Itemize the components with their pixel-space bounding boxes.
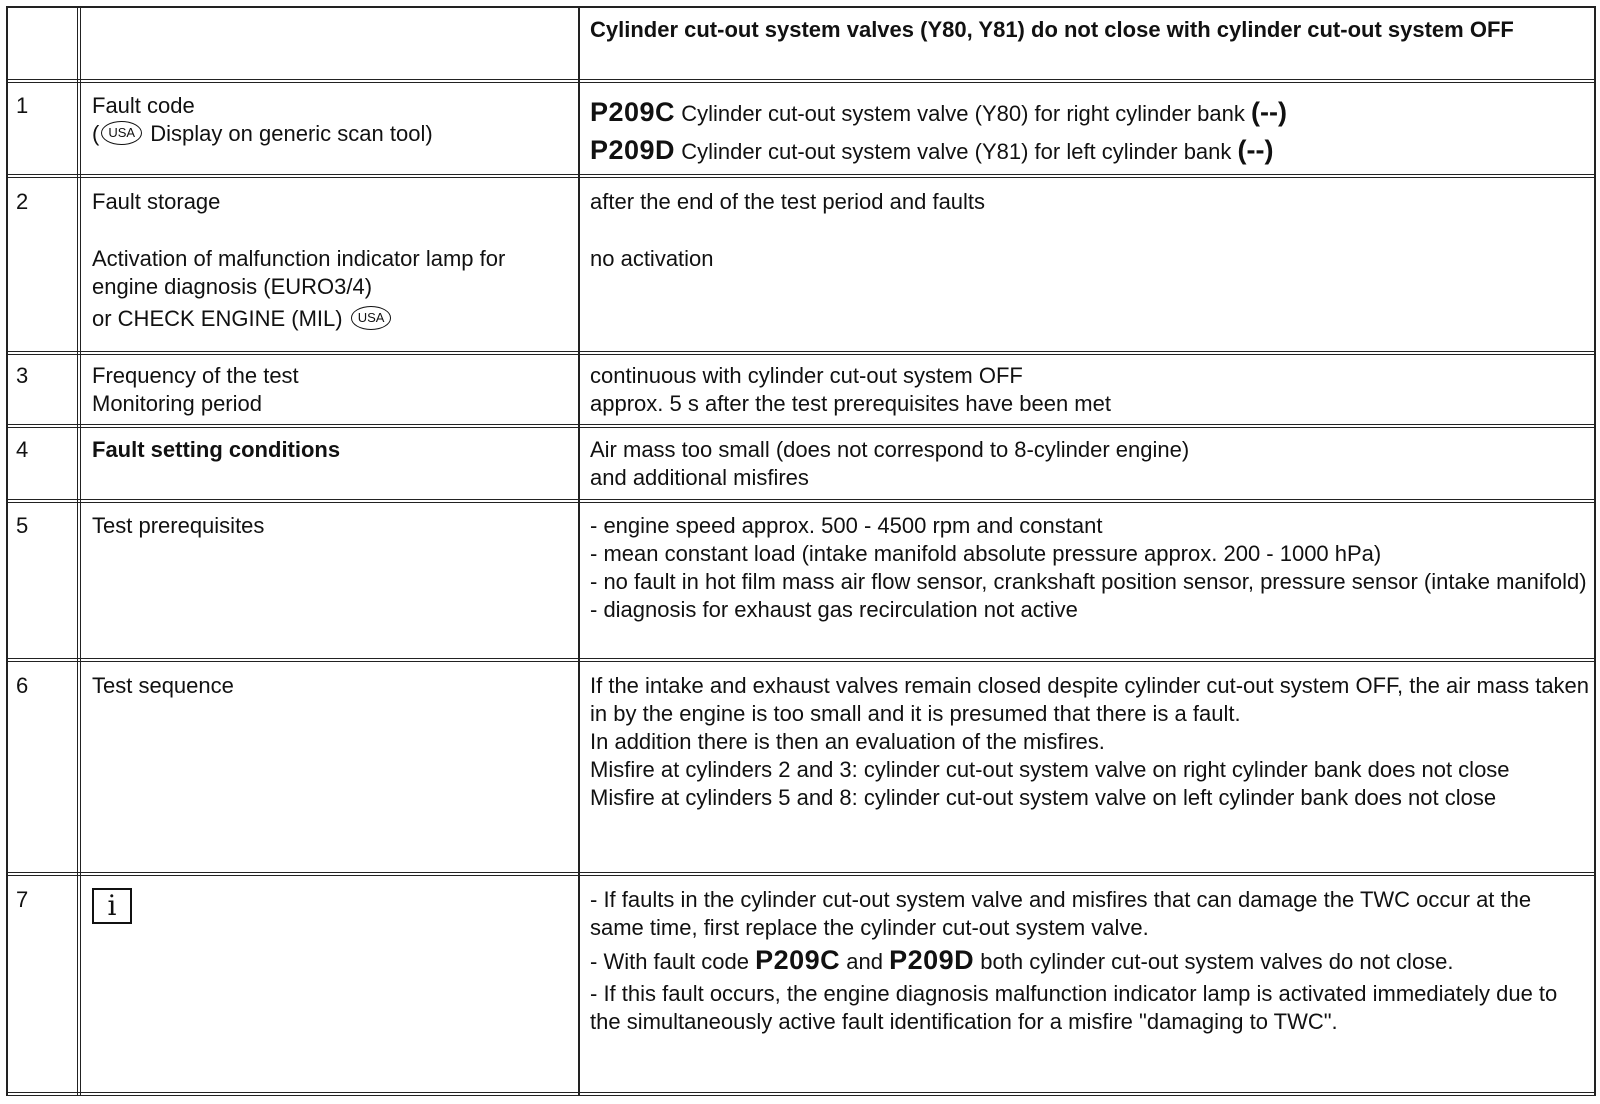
fault-setting-label: Fault setting conditions bbox=[92, 437, 341, 462]
row-divider bbox=[6, 174, 1596, 178]
row-number: 1 bbox=[16, 93, 29, 118]
fault-storage-label: Fault storage bbox=[92, 189, 221, 214]
notes-text bbox=[590, 886, 1590, 1036]
column-divider bbox=[77, 6, 81, 1096]
fault-code-label bbox=[92, 92, 572, 148]
fault-setting-value bbox=[590, 436, 1590, 492]
paragraph: Misfire at cylinders 2 and 3: cylinder cut-out system valve on right cylinder bank does not close bbox=[590, 757, 1510, 782]
paragraph: If the intake and exhaust valves remain closed despite cylinder cut-out system OFF, the air mass taken in by the engine is too small and it is presumed that there is a fault. bbox=[590, 673, 1590, 726]
paren-open: ( bbox=[92, 121, 100, 146]
row-number: 4 bbox=[16, 437, 29, 462]
test-prerequisites-list bbox=[590, 512, 1590, 624]
label-text: Frequency of the test bbox=[92, 363, 299, 388]
mil-activation-label: Activation of malfunction indicator lamp for engine diagnosis (EURO3/4) bbox=[92, 246, 506, 299]
fault-code-values bbox=[590, 94, 1590, 170]
test-prerequisites-label: Test prerequisites bbox=[92, 513, 265, 538]
column-divider bbox=[578, 6, 580, 1096]
table-border-right bbox=[1594, 6, 1596, 1096]
list-item: - diagnosis for exhaust gas recirculation not active bbox=[590, 597, 1078, 622]
paragraph: In addition there is then an evaluation of the misfires. bbox=[590, 729, 1105, 754]
table-title: Cylinder cut-out system valves (Y80, Y81) do not close with cylinder cut-out system OFF bbox=[590, 17, 1514, 42]
row-divider bbox=[6, 872, 1596, 876]
mil-activation-value: no activation bbox=[590, 246, 714, 271]
fault-code-suffix: (--) bbox=[1250, 97, 1287, 127]
label-line bbox=[92, 120, 572, 148]
row-number: 6 bbox=[16, 673, 29, 698]
row-divider bbox=[6, 658, 1596, 662]
test-frequency-value bbox=[590, 362, 1590, 418]
value-text: approx. 5 s after the test prerequisites have been met bbox=[590, 391, 1111, 416]
row-divider bbox=[6, 79, 1596, 83]
row-number: 7 bbox=[16, 887, 29, 912]
fault-code-suffix: (--) bbox=[1237, 135, 1274, 165]
fault-storage-value: after the end of the test period and faults bbox=[590, 189, 986, 214]
row-divider bbox=[6, 499, 1596, 503]
value-text: Air mass too small (does not correspond to 8-cylinder engine) bbox=[590, 437, 1190, 462]
label-text: Fault code bbox=[92, 93, 195, 118]
note-text: both cylinder cut-out system valves do not close. bbox=[980, 949, 1454, 974]
row-number: 5 bbox=[16, 513, 29, 538]
fault-code: P209D bbox=[590, 135, 676, 165]
label-text: Monitoring period bbox=[92, 391, 262, 416]
note: - If faults in the cylinder cut-out system valve and misfires that can damage the TWC occur at the same time, first replace the cylinder cut-out system valve. bbox=[590, 887, 1532, 940]
test-sequence-label: Test sequence bbox=[92, 673, 234, 698]
note bbox=[590, 942, 1590, 980]
value-text: continuous with cylinder cut-out system OFF bbox=[590, 363, 1023, 388]
label-text: Display on generic scan tool) bbox=[150, 121, 433, 146]
fault-code: P209C bbox=[755, 945, 841, 975]
fault-code: P209C bbox=[590, 97, 676, 127]
note-text: and bbox=[846, 949, 883, 974]
fault-code-description: Cylinder cut-out system valve (Y81) for left cylinder bank bbox=[681, 139, 1232, 164]
list-item: - mean constant load (intake manifold absolute pressure approx. 200 - 1000 hPa) bbox=[590, 541, 1382, 566]
check-engine-label bbox=[92, 305, 572, 333]
paragraph: Misfire at cylinders 5 and 8: cylinder cut-out system valve on left cylinder bank does not close bbox=[590, 785, 1497, 810]
notes-label bbox=[92, 888, 572, 924]
note: - If this fault occurs, the engine diagnosis malfunction indicator lamp is activated immediately due to the simultaneously active fault identification for a misfire "damaging to TWC". bbox=[590, 981, 1558, 1034]
table-border-left bbox=[6, 6, 8, 1096]
row-divider bbox=[6, 424, 1596, 428]
fault-code-line bbox=[590, 132, 1590, 170]
usa-badge-icon: USA bbox=[351, 306, 392, 330]
value-text: and additional misfires bbox=[590, 465, 809, 490]
fault-code-description: Cylinder cut-out system valve (Y80) for right cylinder bank bbox=[681, 101, 1245, 126]
note-text: - With fault code bbox=[590, 949, 749, 974]
label-text: or CHECK ENGINE (MIL) bbox=[92, 306, 343, 331]
usa-badge-icon: USA bbox=[101, 121, 142, 145]
test-sequence-text bbox=[590, 672, 1590, 812]
fault-code-line bbox=[590, 94, 1590, 132]
list-item: - no fault in hot film mass air flow sensor, crankshaft position sensor, pressure sensor (intake manifold) bbox=[590, 569, 1587, 594]
list-item: - engine speed approx. 500 - 4500 rpm and constant bbox=[590, 513, 1103, 538]
row-number: 3 bbox=[16, 363, 29, 388]
info-icon: i bbox=[92, 888, 132, 924]
test-frequency-label bbox=[92, 362, 572, 418]
table-border-top bbox=[6, 6, 1596, 8]
row-divider bbox=[6, 351, 1596, 355]
fault-code: P209D bbox=[889, 945, 975, 975]
table-border-bottom bbox=[6, 1092, 1596, 1096]
row-number: 2 bbox=[16, 189, 29, 214]
